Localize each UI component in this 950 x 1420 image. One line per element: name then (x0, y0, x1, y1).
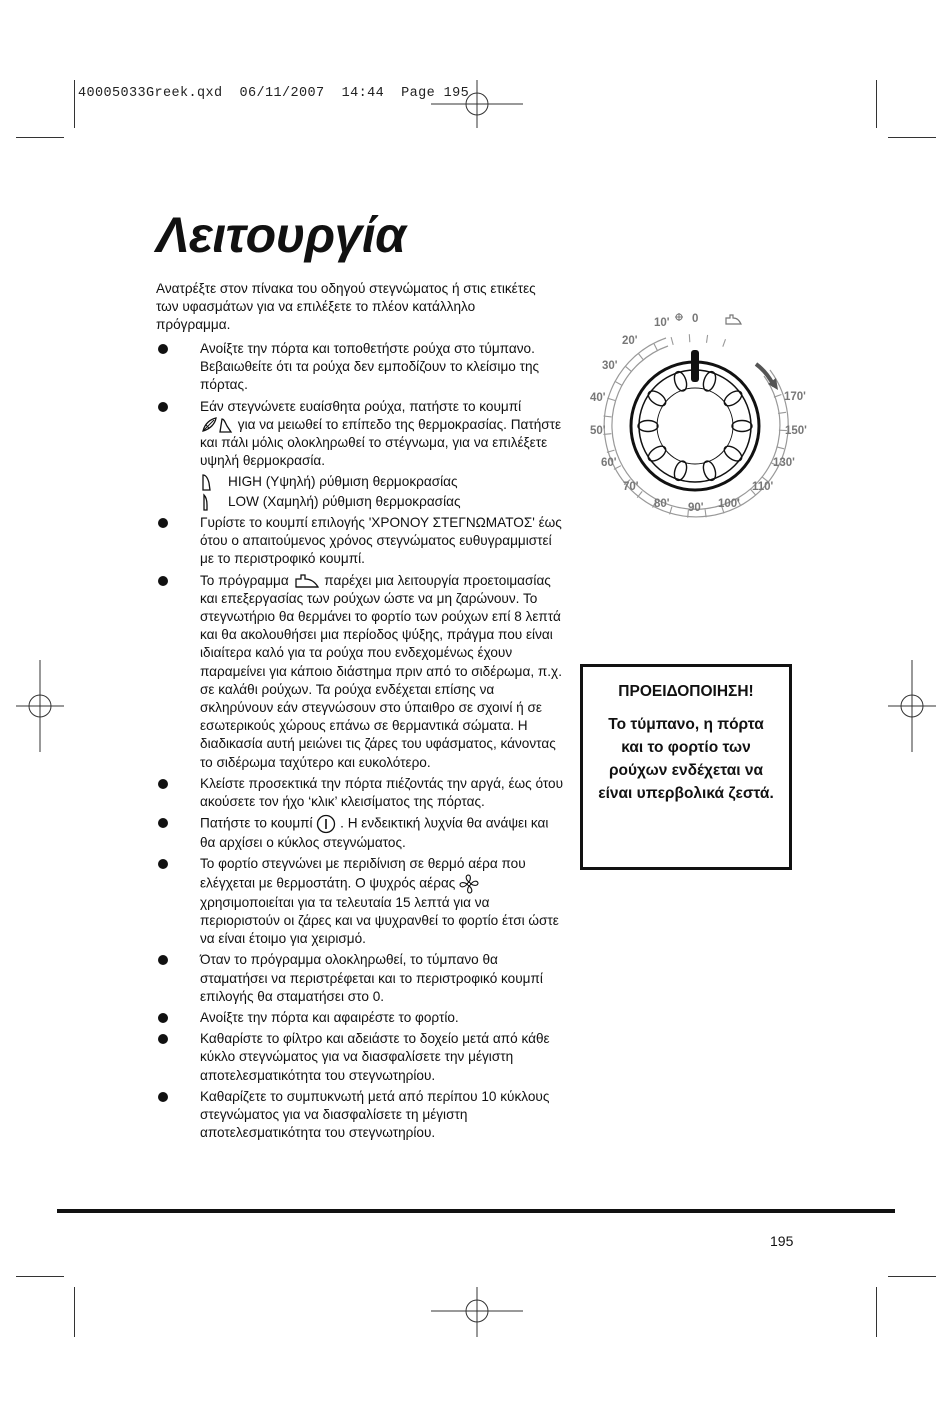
dial-fan-icon (675, 313, 683, 321)
bullet (158, 955, 168, 965)
dial-label: 60' (601, 457, 617, 469)
dial-label: 10' (654, 317, 670, 329)
crop-mark (888, 137, 936, 138)
bullet (158, 518, 168, 528)
slug-page: Page 195 (401, 86, 470, 101)
bullet (158, 818, 168, 828)
dial-iron-icon (726, 315, 741, 324)
high-heat-icon (200, 473, 214, 491)
ring-notch (707, 335, 708, 343)
crop-mark (16, 1276, 64, 1277)
list-item (156, 514, 566, 569)
knob-grip (646, 388, 669, 409)
step-text: Εάν στεγνώνετε ευαίσθητα ρούχα, πατήστε το κουμπί (200, 398, 522, 414)
slug-date: 06/11/2007 (239, 86, 325, 101)
dial-label: 70' (623, 481, 639, 493)
knob-grip (722, 388, 745, 409)
bullet (158, 576, 168, 586)
power-button-icon (316, 814, 336, 834)
list-item (156, 340, 566, 395)
ring-notch (625, 366, 631, 371)
crop-mark (876, 1287, 877, 1337)
heat-low-label: LOW (Χαμηλή) ρύθμιση θερμοκρασίας (228, 493, 461, 509)
knob-grip (701, 370, 718, 392)
list-item (156, 1030, 566, 1085)
registration-mark-right (888, 660, 936, 752)
warning-text: Το τύμπανο, η πόρτα και το φορτίο των ρούχων ενδέχεται να είναι υπερβολικά ζεστά. (598, 716, 774, 802)
warning-box (580, 664, 792, 870)
dial-label: 80' (654, 498, 670, 510)
step-text: Καθαρίζετε το συμπυκνωτή μετά από περίπου 10 κύκλους στεγνώματος για να διασφαλίσετε τη μέγιστη αποτελεσματικότητα του στεγνωτηρίου. (200, 1088, 550, 1141)
knob-grip (722, 443, 745, 464)
bullet (158, 402, 168, 412)
list-item (156, 775, 566, 811)
ring-notch (607, 398, 615, 400)
dial-label: 100' (718, 498, 740, 510)
step-text: χρησιμοποιείται για τα τελευταία 15 λεπτά για να περιοριστούν οι ζάρες και να ψυχρανθεί το φορτίο έτσι ώστε να είναι έτοιμο για χειρισμό. (200, 894, 559, 947)
bullet (158, 1034, 168, 1044)
list-item (156, 1009, 566, 1027)
low-heat-icon (200, 493, 214, 511)
slug-file: 40005033Greek.qxd (78, 86, 223, 101)
warning-title: ΠΡΟΕΙΔΟΠΟΙΗΣΗ! (618, 683, 754, 700)
slug-time: 14:44 (341, 86, 385, 101)
ring-notch (723, 339, 726, 347)
list-item (156, 398, 566, 511)
list-item (156, 1088, 566, 1143)
heat-low-row (200, 493, 566, 511)
page-title: Λειτουργία (156, 207, 406, 263)
ring-notch (638, 354, 643, 360)
registration-mark-left (16, 660, 64, 752)
knob-grip (732, 421, 752, 432)
list-item (156, 951, 566, 1006)
ring-notch (776, 447, 784, 449)
delicate-heat-icon (200, 416, 234, 434)
print-slug (78, 86, 469, 101)
knob-grip (701, 459, 718, 481)
knob-grip (638, 421, 658, 432)
bullet (158, 779, 168, 789)
dial-label: 90' (688, 502, 704, 514)
bullet (158, 344, 168, 354)
timer-dial-illustration (584, 306, 824, 526)
step-text: Όταν το πρόγραμμα ολοκληρωθεί, το τύμπανο θα σταματήσει να περιστρέφεται και το περιστροφικό κουμπί επιλογής θα σταματήσει στο 0. (200, 952, 543, 1004)
ring-notch (654, 344, 658, 351)
iron-program-icon (293, 573, 321, 589)
bullet (158, 859, 168, 869)
registration-mark-bottom (431, 1287, 523, 1337)
bullet (158, 1092, 168, 1102)
crop-mark (16, 137, 64, 138)
ring-notch (689, 334, 690, 342)
intro-paragraph: Ανατρέξτε στον πίνακα του οδηγού στεγνώματος ή στις ετικέτες των υφασμάτων για να επιλέξετε το πλέον κατάλληλο πρόγραμμα. (156, 281, 536, 333)
step-text: Ανοίξτε την πόρτα και τοποθετήστε ρούχα στο τύμπανο. Βεβαιωθείτε ότι τα ρούχα δεν εμποδίζουν το κλείσιμο της πόρτας. (200, 341, 540, 393)
heat-high-label: HIGH (Υψηλή) ρύθμιση θερμοκρασίας (228, 473, 458, 489)
step-text: Κλείστε προσεκτικά την πόρτα πιέζοντάς την αργά, έως ότου ακούσετε τον ήχο ‘κλικ’ κλεισίματος της πόρτας. (200, 775, 564, 810)
list-item (156, 855, 566, 948)
step-text: Το φορτίο στεγνώνει με περιδίνιση σε θερμό αέρα που ελέγχεται με θερμοστάτη. Ο ψυχρός αέρας (200, 856, 526, 891)
ring-notch (615, 381, 622, 385)
step-text: Ανοίξτε την πόρτα και αφαιρέστε το φορτίο. (200, 1009, 459, 1025)
step-text: . Η ενδεικτική λυχνία θα ανάψει και θα αρχίσει ο κύκλος στεγνώματος. (200, 815, 549, 851)
dial-label: 50' (590, 425, 606, 437)
dial-label: 170' (784, 391, 806, 403)
step-text: Γυρίστε το κουμπί επιλογής 'ΧΡΟΝΟΥ ΣΤΕΓΝΩΜΑΤΟΣ' έως ότου ο απαιτούμενος χρόνος στεγνώματος ευθυγραμμιστεί με το περιστροφικό κουμπί. (200, 515, 562, 567)
knob-grip (672, 459, 689, 481)
ring-notch (671, 337, 673, 345)
list-item (156, 814, 566, 852)
dial-label: 110' (752, 481, 774, 493)
page-number: 195 (770, 1233, 794, 1249)
step-text: Καθαρίστε το φίλτρο και αδειάστε το δοχείο μετά από κάθε κύκλο στεγνώματος για να διασφαλίσετε την μέγιστη αποτελεσματικότητα του στεγνωτηρίου. (200, 1031, 550, 1083)
dial-label: 20' (622, 335, 638, 347)
crop-mark (888, 1276, 936, 1277)
dial-label: 150' (785, 425, 807, 437)
dial-label: 0 (692, 313, 699, 325)
crop-mark (74, 1287, 75, 1337)
step-text: παρέχει μια λειτουργία προετοιμασίας και επεξεργασίας των ρούχων ώστε να μη ζαρώνουν. Το στεγνωτήριο θα θερμάνει το φορτίο των ρούχων επί 8 λεπτά και θα ακολουθήσει μια περίοδος ψύξης, πράγμα που είναι ιδιαίτερα καλό για τα ρούχα που ενδεχομένως έχουν παραμείνει για κάποιο διάστημα πριν από το σιδέρωμα, π.χ. σε καλάθι ρούχων. Τα ρούχα ενδέχεται επίσης να σκληρύνουν εάν στεγνώσουν στο ύπαιθρο σε σχοινί ή σε εσωτερικούς χώρους επάνω σε θερμαντικά σώματα. Η διαδικασία αυτή μειώνει τις ζάρες του υφάσματος, κάνοντας το σιδέρωμα ταχύτερο και ευκολότερο. (200, 572, 562, 770)
dial-label: 130' (773, 457, 795, 469)
instruction-list (156, 340, 566, 1145)
step-text: Πατήστε το κουμπί (200, 815, 313, 831)
footer-rule (57, 1209, 895, 1213)
bullet (158, 1013, 168, 1023)
dial-label: 40' (590, 392, 606, 404)
crop-mark (876, 80, 877, 128)
list-item (156, 572, 566, 772)
step-text: Το πρόγραμμα (200, 572, 289, 588)
step-text: για να μειωθεί το επίπεδο της θερμοκρασίας. Πατήστε και πάλι μόλις ολοκληρωθεί το στέγνωμα, για να επιλέξετε υψηλή θερμοκρασία. (200, 416, 562, 469)
crop-mark (74, 80, 75, 128)
heat-high-row (200, 473, 566, 491)
cool-air-fan-icon (459, 874, 479, 894)
knob-grip (646, 443, 669, 464)
dial-label: 30' (602, 360, 618, 372)
knob-grip (672, 370, 689, 392)
